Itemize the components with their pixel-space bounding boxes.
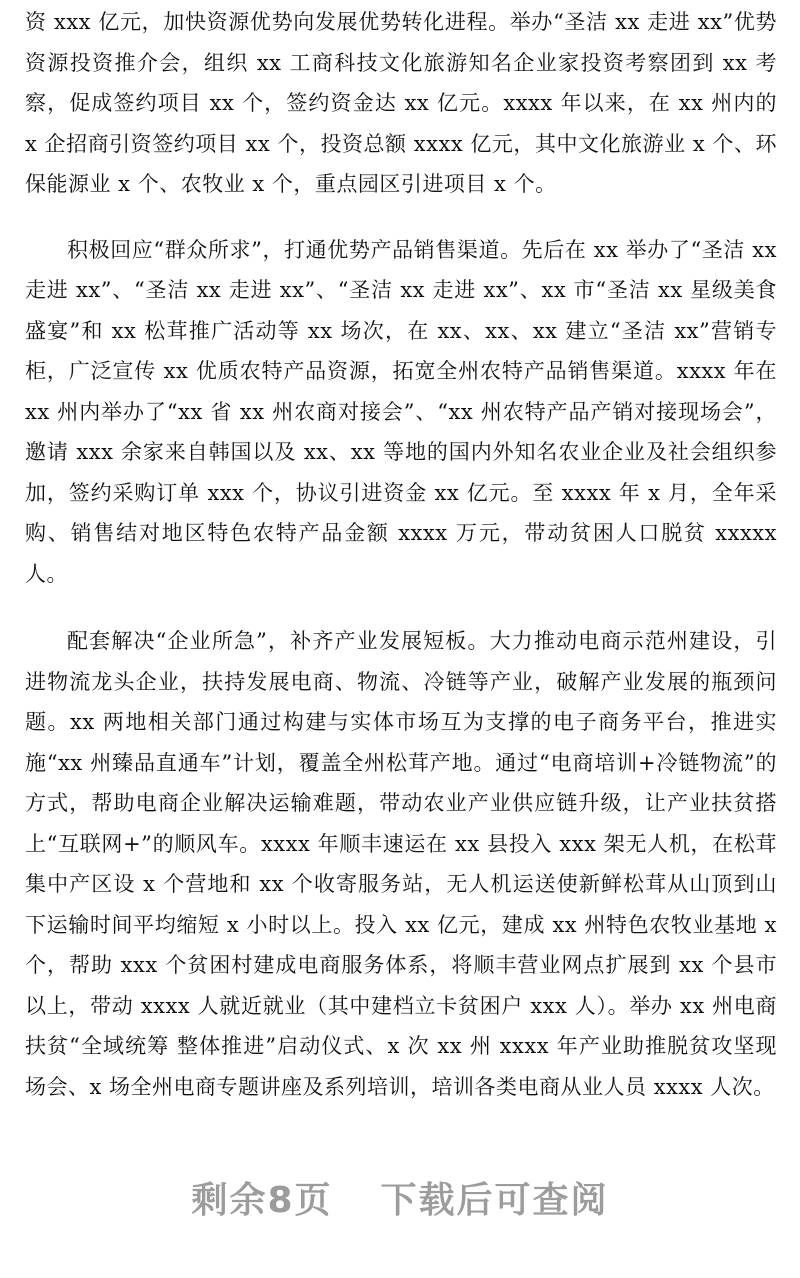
remaining-pages-label: 剩余8页 — [191, 1180, 333, 1221]
paragraph-investment: 资 xxx 亿元，加快资源优势向发展优势转化进程。举办“圣洁 xx 走进 xx”优势资源投资推介会，组织 xx 工商科技文化旅游知名企业家投资考察团到 xx 考察，促成签约项目 xx 个，签约资金达 xx 亿元。xxxx 年以来，在 xx 州内的 x 企招商引资签约项目 xx 个，投资总额 xxxx 亿元，其中文化旅游业 x 个、环保能源业 x 个、农牧业 x 个，重点园区引进项目 x 个。 — [25, 10, 777, 196]
paragraph-ecommerce: 配套解决“企业所急”，补齐产业发展短板。大力推动电商示范州建设，引进物流龙头企业，扶持发展电商、物流、冷链等产业，破解产业发展的瓶颈问题。xx 两地相关部门通过构建与实体市场互为支撑的电子商务平台，推进实施“xx 州臻品直通车”计划，覆盖全州松茸产地。通过“电商培训+冷链物流”的方式，帮助电商企业解决运输难题，带动农业产业供应链升级，让产业扶贫搭上“互联网+”的顺风车。xxxx 年顺丰速运在 xx 县投入 xxx 架无人机，在松茸集中产区设 x 个营地和 xx 个收寄服务站，无人机运送使新鲜松茸从山顶到山下运输时间平均缩短 x 小时以上。投入 xx 亿元，建成 xx 州特色农牧业基地 x 个，帮助 xxx 个贫困村建成电商服务体系，将顺丰营业网点扩展到 xx 个县市以上，带动 xxxx 人就近就业（其中建档立卡贫困户 xxx 人）。举办 xx 州电商扶贫“全域统筹 整体推进”启动仪式、x 次 xx 州 xxxx 年产业助推脱贫攻坚现场会、x 场全州电商专题讲座及系列培训，培训各类电商从业人员 xxxx 人次。 — [25, 629, 777, 1099]
download-prompt-banner[interactable] — [0, 1172, 800, 1223]
paragraph-sales-channels: 积极回应“群众所求”，打通优势产品销售渠道。先后在 xx 举办了“圣洁 xx 走进 xx”、“圣洁 xx 走进 xx”、“圣洁 xx 走进 xx”、xx 市“圣洁 xx 星级美食盛宴”和 xx 松茸推广活动等 xx 场次，在 xx、xx、xx 建立“圣洁 xx”营销专柜，广泛宣传 xx 优质农特产品资源，拓宽全州农特产品销售渠道。xxxx 年在 xx 州内举办了“xx 省 xx 州农商对接会”、“xx 州农特产品产销对接现场会”，邀请 xxx 余家来自韩国以及 xx、xx 等地的国内外知名农业企业及社会组织参加，签约采购订单 xxx 个，协议引进资金 xx 亿元。至 xxxx 年 x 月，全年采购、销售结对地区特色农特产品金额 xxxx 万元，带动贫困人口脱贫 xxxxx 人。 — [25, 237, 777, 586]
document-body — [25, 2, 777, 1107]
download-to-view-label[interactable]: 下载后可查阅 — [380, 1180, 609, 1221]
